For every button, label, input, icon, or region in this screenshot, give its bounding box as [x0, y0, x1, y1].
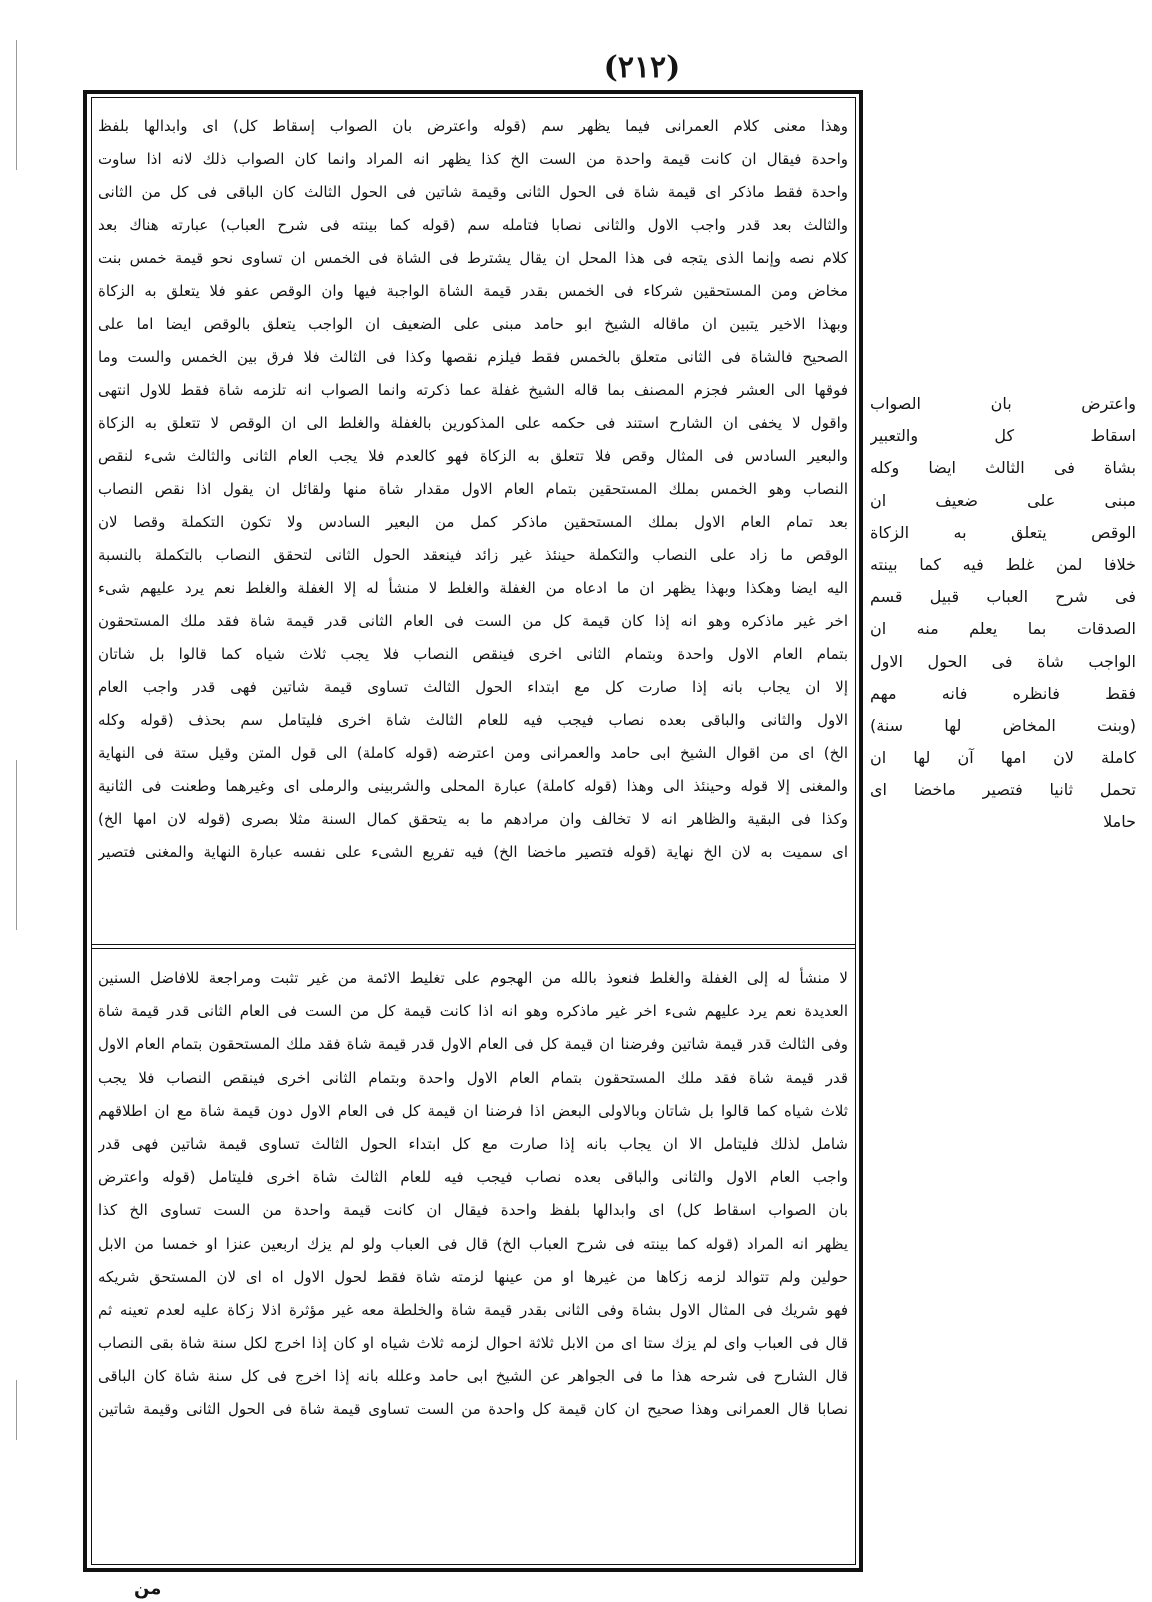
note-line: تحمل ثانيا فتصير ماخضا اى [870, 780, 1136, 800]
marginal-note [870, 388, 1136, 839]
text-line: العديدة نعم يرد عليهم شىء اخر غير ماذكره وهو انه اذا كانت قيمة كل من الست فى العام الثانى قدر قيمة شاة [98, 1002, 848, 1021]
note-line: بشاة فى الثالث ايضا وكله [870, 458, 1136, 478]
text-line: بتمام العام الاول واحدة وبتمام الثانى اخرى فينقص النصاب فلا يجب ثلاث شياه كما قالوا بل شاتان [98, 645, 848, 663]
text-line: قال فى العباب واى لم يزك ستا اى من الابل ثلاثة احوال لزمه ثلاث شياه او كان إذا اخرج لكل سنة شاة بقى النصاب [98, 1334, 848, 1353]
section-divider-double [91, 948, 856, 949]
text-line: واحدة فقط ماذكر اى قيمة شاة فى الحول الثانى وقيمة شاتين فى الحول الثالث كان الباقى فى كل من الثانى [98, 183, 848, 201]
text-line: وهذا معنى كلام العمرانى فيما يظهر سم (قوله واعترض بان الصواب إسقاط كل) اى وابدالها بلفظ [98, 117, 848, 135]
note-line: الصدقات بما يعلم منه ان [870, 619, 1136, 639]
upper-commentary [98, 110, 848, 869]
catchword: من [134, 1578, 162, 1599]
text-line: الصحيح فالشاة فى الثانى متعلق بالخمس فقط فيلزم نقصها وكذا فى الثالث فلا فرق بين الخمس والست وما [98, 348, 848, 366]
text-line: الخ) اى من اقوال الشيخ ابى حامد والعمرانى ومن اعترضه (قوله كاملة) الى قول المتن وقيل ستة فى النهاية [98, 744, 848, 762]
text-line: الوقص ما زاد على النصاب والتكملة حينئذ غير زائد فينعقد الحول الثانى لتحقق النصاب بالتكملة بالنسبة [98, 546, 848, 564]
note-line: فقط فانظره فانه مهم [870, 683, 1136, 703]
text-line: قدر قيمة شاة فقد ملك المستحقون بتمام العام الاول واحدة وبتمام الثانى اخرى فينقص النصاب فلا يجب [98, 1068, 848, 1087]
text-line: شامل لذلك فليتامل الا ان يجاب بانه إذا صارت مع كل ابتداء الحول الثالث تساوى قيمة شاتين فهى قدر [98, 1134, 848, 1153]
text-line: حولين ولم تتوالد لزمه زكاها من غيرها او من عينها لزمته شاة فقط لحول الاول اه اى لان المستحق شريكه [98, 1267, 848, 1286]
note-line: خلافا لمن غلط فيه كما بينته [870, 554, 1136, 574]
text-line: ثلاث شياه كما قالوا بل شاتان وبالاولى البعض اذا فرضنا ان قيمة كل فى العام الاول دون قيمة شاة مع ان اطلاقهم [98, 1101, 848, 1120]
note-line: مبنى على ضعيف ان [870, 490, 1136, 510]
note-line: حاملا [1103, 812, 1136, 832]
note-line: الواجب شاة فى الحول الاول [870, 651, 1136, 671]
text-line: يظهر انه المراد (قوله كما بينته فى شرح العباب الخ) قال فى العباب ولو لم يزك اربعين عنزا او خمسا من الابل [98, 1234, 848, 1253]
margin-mark-bottom [16, 1380, 17, 1440]
text-line: وكذا فى البقية والظاهر انه لا تخالف وان مرادهم ما به يتحقق كمال السنة مثلا بصرى (قوله لان امها الخ) [98, 810, 848, 828]
text-line: والبعير السادس فى المثال وقص فلا تتعلق به الزكاة فهو كالعدم فلا يجب العام الثانى والثالث شىء لنقص [98, 447, 848, 465]
text-line: اليه ايضا وهكذا وبهذا يظهر ان ما ادعاه من الغفلة والغلط لا منشأ له إلا الغفلة والغلط نعم يرد عليهم شىء [98, 579, 848, 597]
note-line: فى شرح العباب قبيل قسم [870, 587, 1136, 607]
note-line: الوقص يتعلق به الزكاة [870, 522, 1136, 542]
margin-mark-middle [16, 760, 17, 930]
note-line: اسقاط كل والتعبير [870, 426, 1136, 446]
note-line: واعترض بان الصواب [870, 394, 1136, 413]
text-line: واحدة فيقال ان كانت قيمة واحدة من الست الخ كذا يظهر انه المراد وانما كان الصواب ذلك لانه اذا ساوت [98, 150, 848, 168]
text-line: مخاض ومن المستحقين شركاء فى الخمس بقدر قيمة الشاة الواجبة فيها وان الوقص عفو فلا يتعلق به الزكاة [98, 282, 848, 300]
lower-commentary [98, 962, 848, 1427]
text-line: فوقها الى العشر فجزم المصنف بما قاله الشيخ غفلة عما ذكرته وانما الصواب انه تلزمه شاة فقط للاول انتهى [98, 381, 848, 399]
text-line: إلا ان يجاب بانه إذا صارت كل مع ابتداء الحول الثالث تساوى قيمة شاتين فهى قدر واجب العام [98, 678, 848, 696]
page-number: (٢١٢) [603, 50, 681, 85]
section-divider [91, 944, 856, 945]
text-line: بعد تمام العام الاول بملك المستحقين ماذكر كمل من البعير السادس ولا تكون التكملة وقصا لان [98, 513, 848, 531]
text-line: اى سميت به لان الخ نهاية (قوله فتصير ماخضا الخ) فيه تفريع الشىء على نفسه عبارة النهاية والمغنى فتصير [98, 843, 848, 861]
text-line: قال الشارح فى شرحه هذا ما فى الجواهر عن الشيخ ابى حامد وعلله بانه إذا اخرج فى كل سنة شاة كان الباقى [98, 1367, 848, 1386]
text-line: والمغنى إلا قوله وحينئذ الى وهذا (قوله كاملة) عبارة المحلى والشربينى والرملى اى وغيرهما وطعنت فى الثانية [98, 777, 848, 795]
text-line: واقول لا يخفى ان الشارح استند فى حكمه على المذكورين بالغفلة والغلط الى ان الوقص لا تتعلق به الزكاة [98, 414, 848, 432]
text-line: لا منشأ له إلى الغفلة والغلط فنعوذ بالله من الهجوم على تغليط الائمة من غير تثبت ومراجعة للافاضل السنين [98, 969, 848, 987]
text-line: وبهذا الاخير يتبين ان ماقاله الشيخ ابو حامد مبنى على الضعيف ان الواجب يتعلق بالوقص ايضا اما على [98, 315, 848, 333]
text-line: بان الصواب اسقاط كل) اى وابدالها بلفظ واحدة فيقال ان كانت قيمة واحدة من الست تساوى الخ كذا [98, 1201, 848, 1220]
text-line: كلام نصه وإنما الذى يتجه فى هذا المحل ان يقال يشترط فى الشاة فى الخمس ان تساوى نحو قيمة خمس بنت [98, 249, 848, 267]
text-line: وفى الثالث قدر قيمة شاتين وفرضنا ان قيمة كل فى العام الاول قدر قيمة شاة فقد ملك المستحقون بتمام العام الاول [98, 1035, 848, 1054]
text-line: اخر غير ماذكره وهو انه إذا كان قيمة كل من الست فى العام الثانى قدر قيمة شاة فقد ملك المستحقون [98, 612, 848, 630]
text-line: نصابا قال العمرانى وهذا صحيح ان كان قيمة كل واحدة من الست تساوى قيمة شاة فى الحول الثانى وقيمة شاتين [98, 1400, 848, 1419]
note-line: (وبنت المخاض لها سنة) [870, 715, 1136, 735]
text-line: النصاب وهو الخمس بملك المستحقين بتمام العام الاول مقدار شاة منها ولقائل ان يقول اذا نقص النصاب [98, 480, 848, 498]
text-line: والثالث بعد قدر واجب الاول والثانى نصابا فتامله سم (قوله كما بينته فى شرح العباب) عبارته هناك بعد [98, 216, 848, 234]
text-line: فهو شريك فى المثال الاول بشاة وفى الثانى بقدر قيمة شاة والخلطة معه غير مؤثرة اذلا زكاة عليه لعدم تعينه ثم [98, 1300, 848, 1319]
text-line: الاول والثانى والباقى بعده نصاب فيجب فيه للعام الثالث شاة اخرى فليتامل سم بحذف (قوله وكله [98, 711, 848, 729]
margin-mark-top [16, 40, 17, 170]
note-line: كاملة لان امها آن لها ان [870, 748, 1136, 768]
text-line: واجب العام الاول والثانى والباقى بعده نصاب فيجب فيه للعام الثالث شاة اخرى فليتامل (قوله واعترض [98, 1168, 848, 1187]
